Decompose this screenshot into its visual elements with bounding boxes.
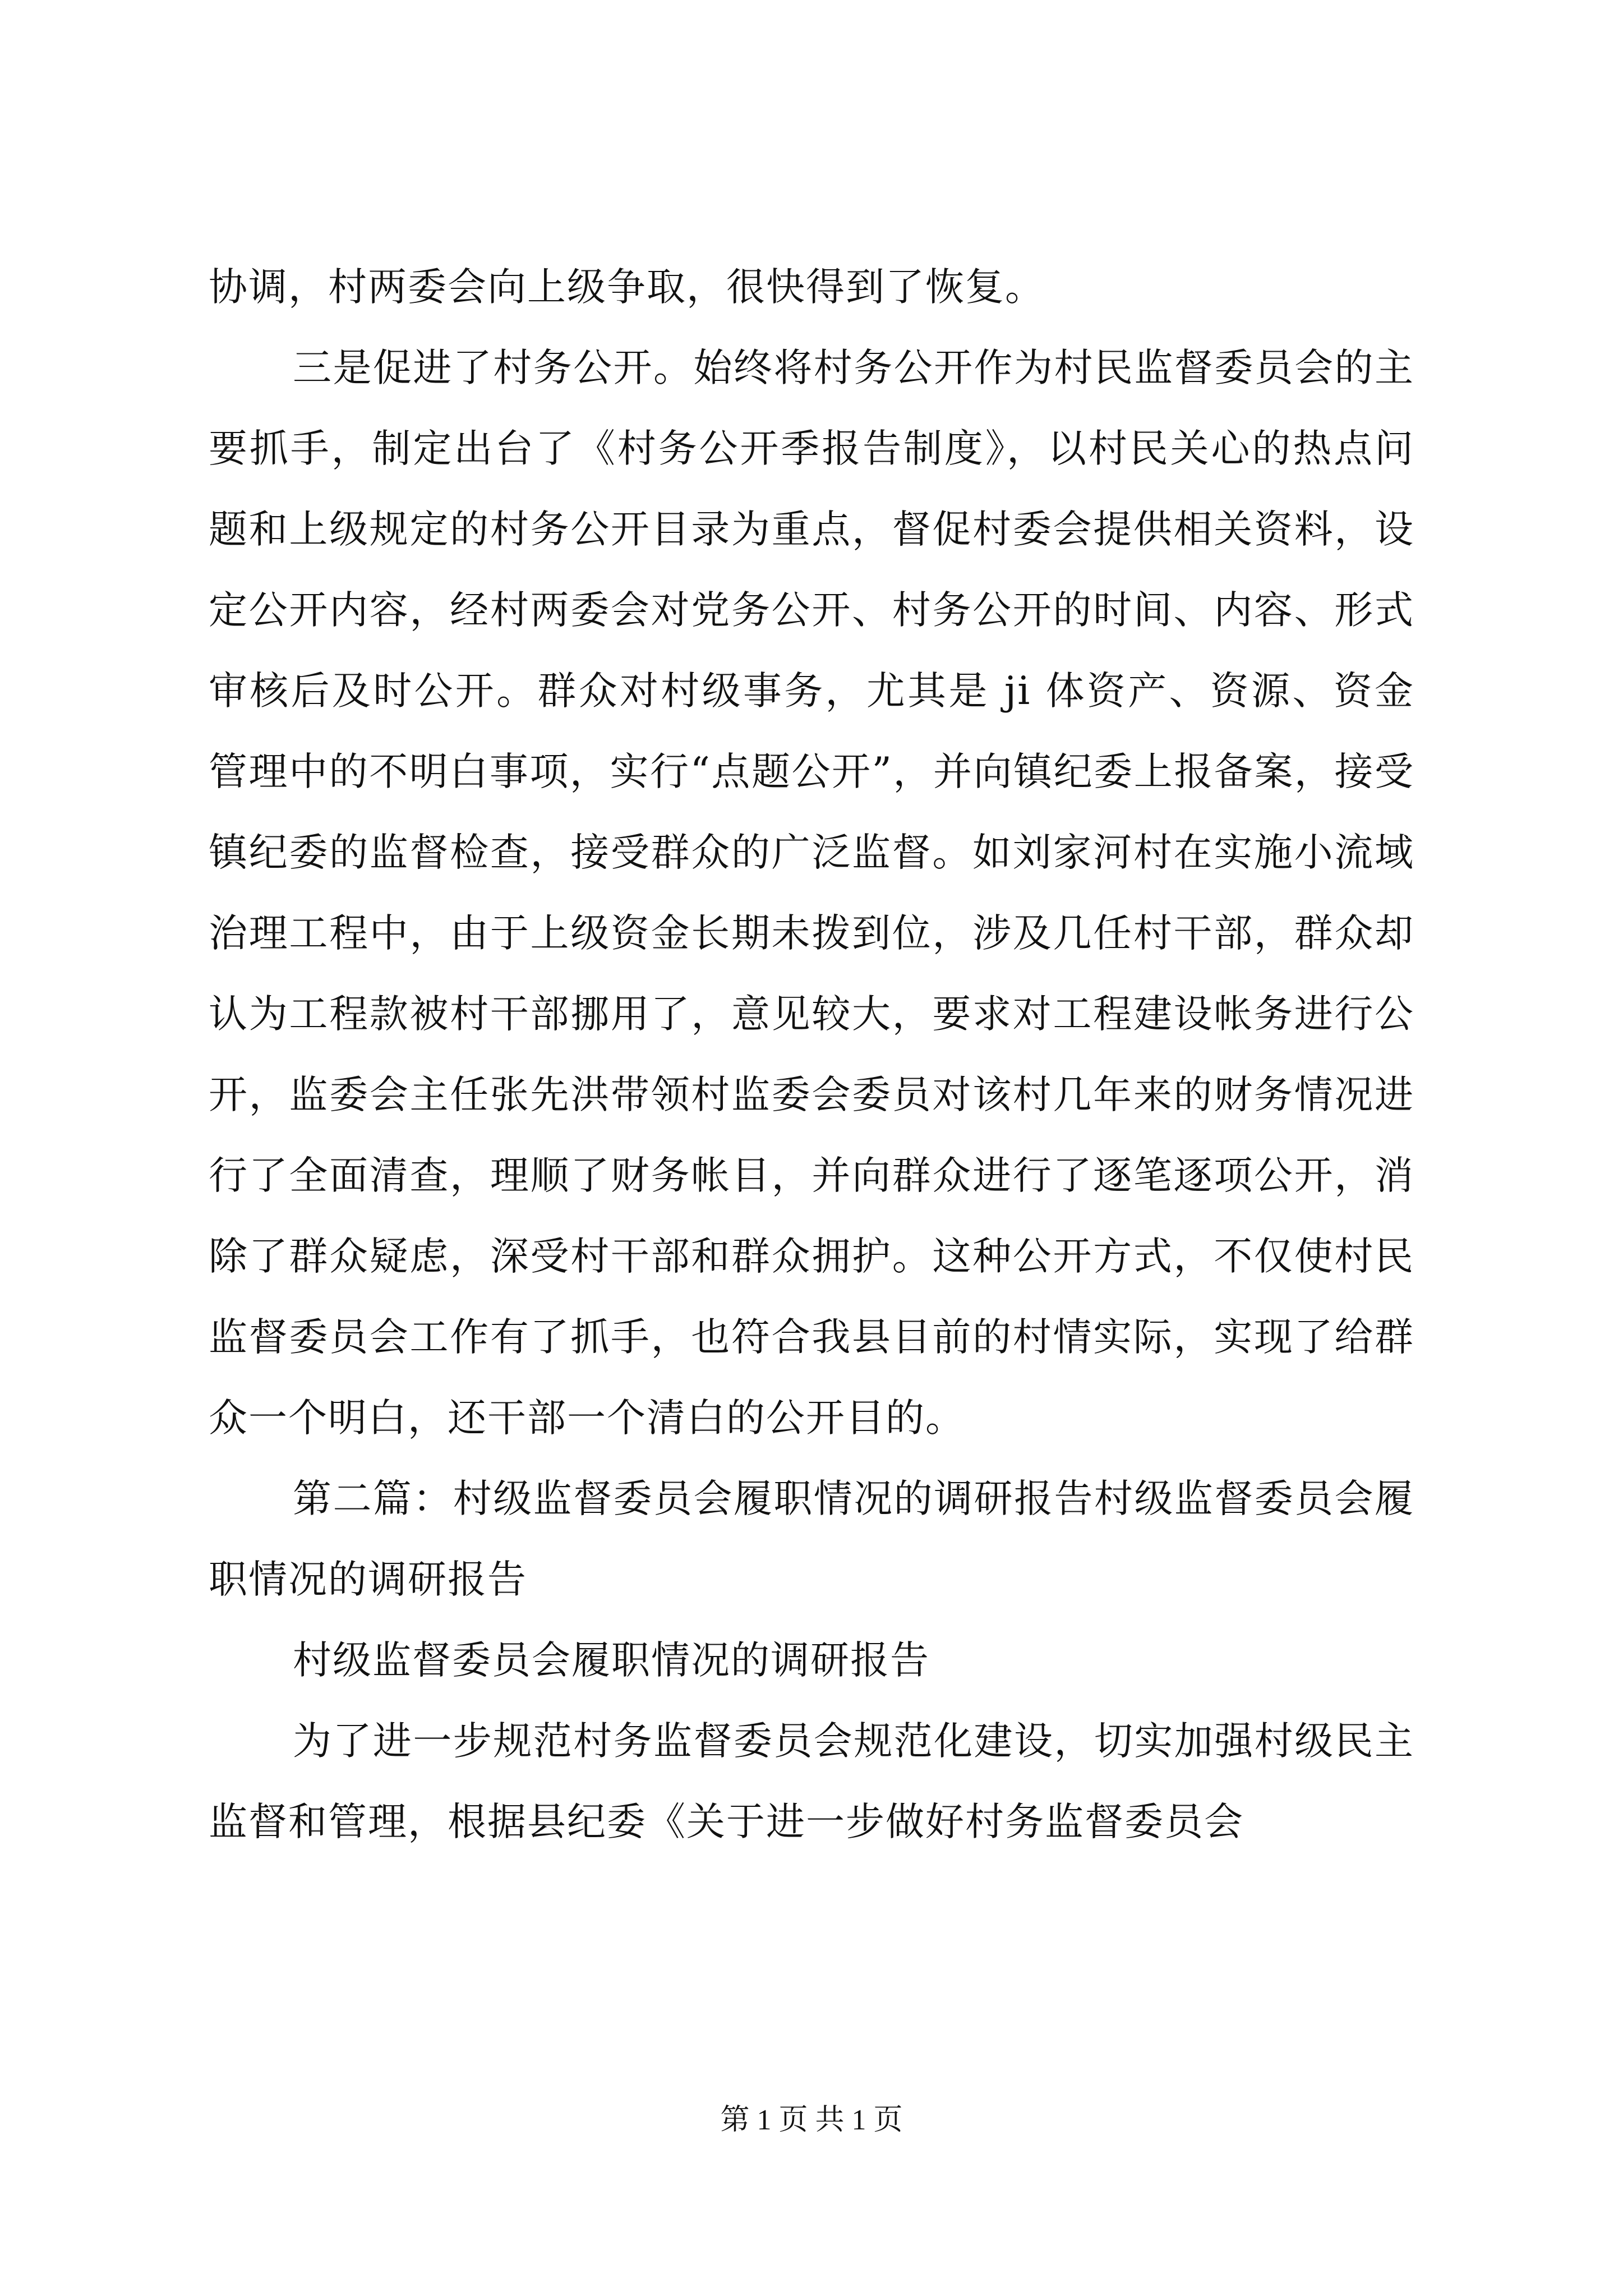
- paragraph-continuation: 协调，村两委会向上级争取，很快得到了恢复。: [209, 265, 1045, 310]
- paragraph-village-affairs-openness: 三是促进了村务公开。始终将村务公开作为村民监督委员会的主要抓手，制定出台了《村务公开季报告制度》，以村民关心的热点问题和上级规定的村务公开目录为重点，督促村委会提供相关资料，设定公开内容，经村两委会对党务公开、村务公开的时间、内容、形式审核后及时公开。群众对村级事务，尤其是 ji 体资产、资源、资金管理中的不明白事项，实行“点题公开”，并向镇纪委上报备案，接受镇纪委的监督检查，接受群众的广泛监督。如刘家河村在实施小流域治理工程中，由于上级资金长期未拨到位，涉及几任村干部，群众却认为工程款被村干部挪用了，意见较大，要求对工程建设帐务进行公开，监委会主任张先洪带领村监委会委员对该村几年来的财务情况进行了全面清查，理顺了财务帐目，并向群众进行了逐笔逐项公开，消除了群众疑虑，深受村干部和群众拥护。这种公开方式，不仅使村民监督委员会工作有了抓手，也符合我县目前的村情实际，实现了给群众一个明白，还干部一个清白的公开目的。: [209, 346, 1414, 1441]
- page-footer: 第 1 页 共 1 页: [720, 2104, 903, 2136]
- paragraph-report-intro: 为了进一步规范村务监督委员会规范化建设，切实加强村级民主监督和管理，根据县纪委《关于进一步做好村务监督委员会: [209, 1719, 1414, 1844]
- paragraph-report-title: 村级监督委员会履职情况的调研报告: [293, 1638, 930, 1683]
- paragraph-section-two-heading: 第二篇：村级监督委员会履职情况的调研报告村级监督委员会履职情况的调研报告: [209, 1476, 1414, 1602]
- document-body: [209, 247, 1414, 1862]
